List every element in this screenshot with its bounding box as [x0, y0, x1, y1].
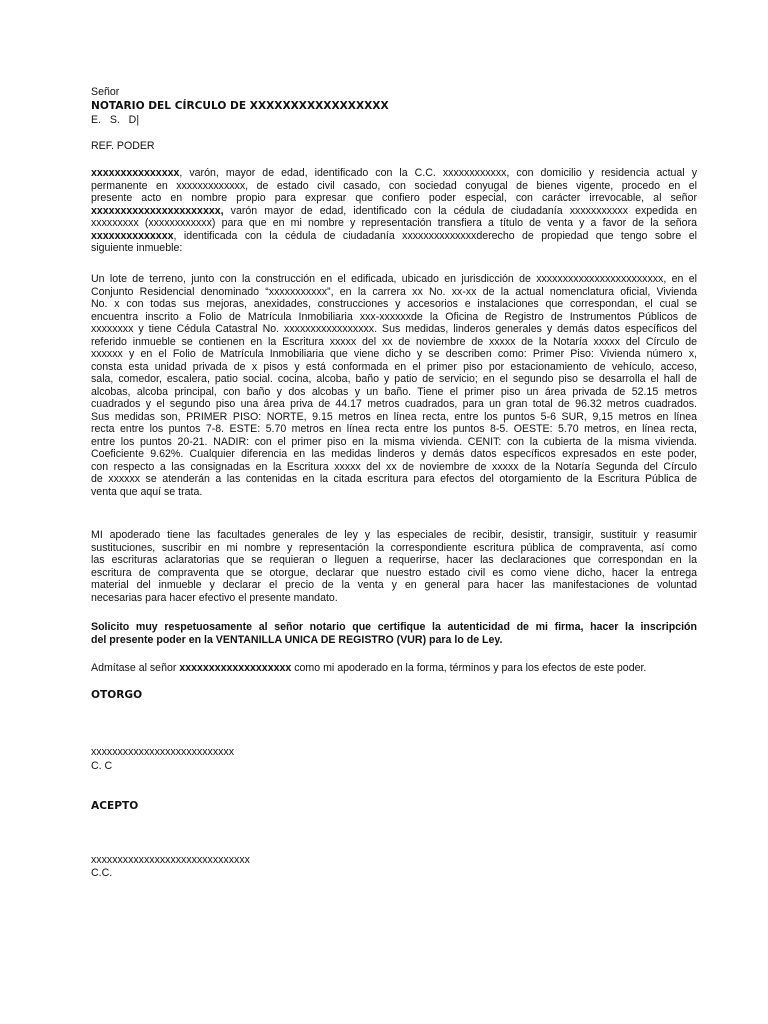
- paragraph-grant: [91, 167, 697, 255]
- text-line: Conjunto Residencial denominado “xxxxxxxxxxx”, en la carrera xx No. xx-xx de la actual nomenclatura oficial, Vivienda: [91, 285, 697, 298]
- acepto-signature-name: xxxxxxxxxxxxxxxxxxxxxxxxxxxxxx: [91, 854, 250, 866]
- text-line: las escrituras aclaratorias que se requieran o lleguen a requerirse, hacer las declaraciones que correspondan en la: [91, 554, 697, 566]
- text-line: venta que aquí se trata.: [91, 485, 203, 498]
- line-text: , identificada con la cédula de ciudadanía xxxxxxxxxxxxxxderecho de propiedad que tengo sobre el: [173, 229, 697, 242]
- text-line: entre los puntos 20-21. NADIR: con el primer piso en la misma vivienda. CENIT: con la cubierta de la misma vivienda.: [91, 435, 697, 448]
- text-line: [91, 230, 697, 243]
- text-line: sala, comedor, escalera, patio social. cocina, alcoba, baño y patio de servicio; en el segundo piso se desarrolla el hall de: [91, 373, 697, 385]
- accept-before: Admítase al señor: [91, 662, 180, 674]
- text-line: escritura de compraventa que se otorgue, declarar que nuestro estado civil es como viene dicho, hacer la entrega: [91, 566, 697, 579]
- otorgo-signature-name: xxxxxxxxxxxxxxxxxxxxxxxxxxx: [91, 746, 235, 758]
- text-line: xxxxxx y en el Folio de Matrícula Inmobiliaria que viene dicho y se describen como: Primer Piso: Vivienda número x,: [91, 348, 697, 360]
- text-line: Un lote de terreno, junto con la construcción en el edificada, ubicado en jurisdicción de xxxxxxxxxxxxxxxxxxxxxxxx, en el: [91, 273, 697, 285]
- reference: REF. PODER: [91, 140, 155, 152]
- paragraph-property: [91, 273, 697, 498]
- text-line: [91, 180, 697, 193]
- text-line: [91, 242, 697, 255]
- line-text: , varón, mayor de edad, identificado con la C.C. xxxxxxxxxxxx, con domicilio y residencia actual y: [179, 167, 697, 179]
- text-line: encuentra inscrito a Folio de Matrícula Inmobiliaria xxx-xxxxxxde la Oficina de Registro de Instrumentos Públicos de: [91, 310, 697, 323]
- esd-line: E. S. D|: [91, 114, 140, 126]
- text-line: [91, 192, 697, 205]
- text-line: de xxxxxx se atenderán a las contenidas en la citada escritura para efectos del otorgamiento de la Escritura Pública de: [91, 473, 697, 485]
- bold-name: xxxxxxxxxxxxxx: [91, 229, 174, 242]
- otorgo-id: C. C: [91, 760, 113, 772]
- paragraph-accept-attorney: [91, 662, 697, 675]
- acepto-label: ACEPTO: [91, 800, 139, 812]
- text-line: necesarias para hacer efectivo el presente mandato.: [91, 591, 338, 604]
- otorgo-label: OTORGO: [91, 689, 143, 701]
- text-line: [91, 205, 697, 218]
- recipient: NOTARIO DEL CÍRCULO DE XXXXXXXXXXXXXXXXX: [91, 100, 389, 112]
- line-text: siguiente inmueble:: [91, 242, 183, 254]
- text-line: con respecto a las consignadas en la Escritura xxxxx del xx de noviembre de xxxxx de la Notaría Segunda del Círculo: [91, 460, 697, 473]
- line-text: xxxxxxxxx (xxxxxxxxxxxx) para que en mi nombre y representación transfiera a título de venta y a favor de la señora: [91, 217, 697, 229]
- attorney-name: xxxxxxxxxxxxxxxxxxx: [179, 662, 292, 674]
- text-line: Solicito muy respetuosamente al señor notario que certifique la autenticidad de mi firma, hacer la inscripción: [91, 621, 697, 633]
- text-line: sustituciones, suscribir en mi nombre y representación la correspondiente escritura pública de compraventa, así como: [91, 541, 697, 554]
- bold-name: xxxxxxxxxxxxxxx: [91, 167, 180, 179]
- line-text: permanente en xxxxxxxxxxxxx, de estado civil casado, con sociedad conyugal de bienes vigente, procedo en el: [91, 179, 697, 192]
- text-line: MI apoderado tiene las facultades generales de ley y las especiales de recibir, desistir, transigir, sustituir y reasumir: [91, 529, 697, 541]
- text-line: cuadrados y el segundo piso una área priva de 44.17 metros cuadrados, para un gran total de 96.32 metros cuadrados.: [91, 398, 697, 410]
- text-line: del presente poder en la VENTANILLA UNICA DE REGISTRO (VUR) para lo de Ley.: [91, 633, 503, 646]
- accept-after: como mi apoderado en la forma, términos y para los efectos de este poder.: [291, 662, 647, 674]
- text-line: material del inmueble y declarar el precio de la venta y en general para hacer las manifestaciones de voluntad: [91, 579, 697, 591]
- line-text: presente acto en nombre propio para expresar que confiero poder especial, con carácter irrevocable, al señor: [91, 192, 697, 204]
- text-line: Coeficiente 9.62%. Cualquier diferencia en las medidas linderos y demás datos específicos expresados en este poder,: [91, 448, 697, 460]
- line-text: varón mayor de edad, identificado con la cédula de ciudadanía xxxxxxxxxxx expedida en: [223, 204, 697, 217]
- text-line: referido inmueble se contienen en la Escritura xxxxx del xx de noviembre de xxxxx de la Notaría xxxxx del Círculo de: [91, 335, 697, 348]
- text-line: No. x con todas sus mejoras, anexidades, construcciones y accesorios e instalaciones que correspondan, el cual se: [91, 298, 697, 310]
- acepto-id: C.C.: [91, 867, 113, 879]
- bold-name: xxxxxxxxxxxxxxxxxxxxxx,: [91, 204, 224, 217]
- text-line: [91, 167, 697, 180]
- text-line: alcobas, alcoba principal, con baño y dos alcobas y un baño. Tiene el primer piso un área privada de 52.15 metros: [91, 385, 697, 398]
- text-line: recta entre los puntos 7-8. ESTE: 5.70 metros en línea recta entre los puntos 8-5. OESTE: 5.70 metros, en línea recta,: [91, 423, 697, 435]
- salutation: Señor: [91, 86, 120, 98]
- text-line: Sus medidas son, PRIMER PISO: NORTE, 9.15 metros en línea recta, entre los puntos 5-6 SUR, 9,15 metros en línea: [91, 410, 697, 423]
- text-line: [91, 217, 697, 230]
- text-line: xxxxxxxx y tiene Cédula Catastral No. xxxxxxxxxxxxxxxxx. Sus medidas, linderos generales y demás datos específicos del: [91, 323, 697, 335]
- paragraph-request: [91, 621, 697, 646]
- paragraph-powers: [91, 529, 697, 604]
- text-line: consta esta unidad privada de x pisos y está conformada en el primer piso por estacionamiento de vehículo, acceso,: [91, 360, 697, 373]
